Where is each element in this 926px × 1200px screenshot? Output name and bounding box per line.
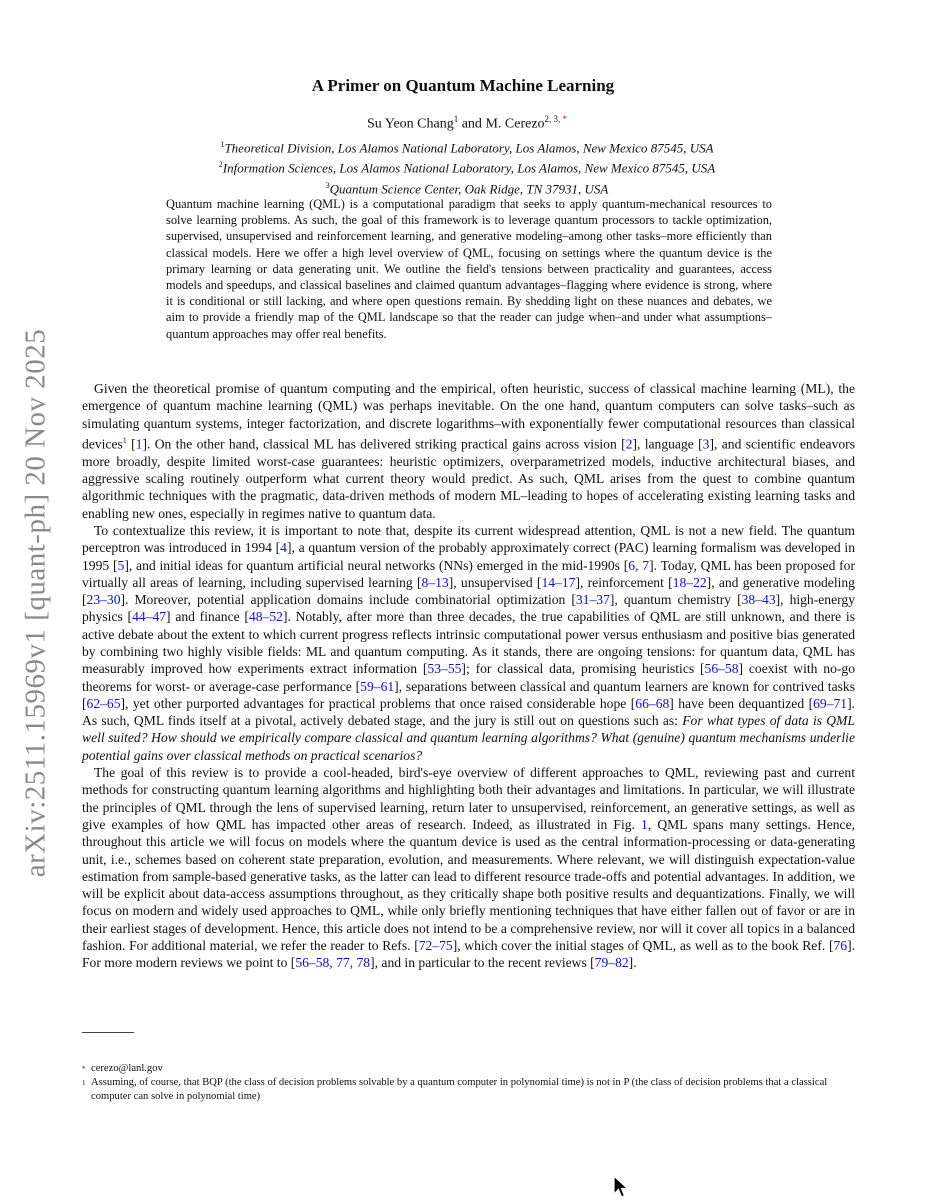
citation-link[interactable]: 66–68 xyxy=(635,695,670,711)
paragraph: The goal of this review is to provide a cool-headed, bird's-eye overview of different approaches to QML, reviewing past and current methods for constructing quantum learning algorithms and highlighting both their advantages and limitations. In particular, we will illustrate the principles of QML through the lens of supervised learning, return later to unsupervised, reinforcement, an generative settings, as well as give examples of how QML has impacted other areas of research. Indeed, as illustrated in Fig. 1, QML spans many settings. Hence, throughout this article we will focus on models where the quantum device is used as the central information-processing or data-generating unit, i.e., schemes based on coherent state preparation, evolution, and measurements. Where relevant, we will distinguish expectation-value estimation from sample-based generative tasks, as the latter can lead to different resource trade-offs and potential advantages. In addition, we will be explicit about data-access assumptions throughout, as they critically shape both positive results and dequantizations. Finally, we will focus on modern and widely used approaches to QML, while only briefly mentioning techniques that have either fallen out of favor or are in their earliest stages of development. Hence, this article does not intend to be a comprehensive review, nor will it cover all topics in a balanced fashion. For additional material, we refer the reader to Refs. [72–75], which cover the initial stages of QML, as well as to the book Ref. [76]. For more modern reviews we point to [56–58, 77, 78], and in particular to the recent reviews [79–82]. xyxy=(82,765,855,971)
citation-link[interactable]: 48–52 xyxy=(248,609,283,625)
footnote-divider xyxy=(82,1032,134,1033)
abstract: Quantum machine learning (QML) is a computational paradigm that seeks to apply quantum-mechanical resources to solve learning problems. As such, the goal of this framework is to leverage quantum processors to tackle optimization, supervised, unsupervised and reinforcement learning, and generative modeling–among other tasks–more efficiently than classical models. Here we offer a high level overview of QML, focusing on settings where the quantum device is the primary learning or data generating unit. We outline the field's tensions between practicality and guarantees, access models and speedups, and classical baselines and claimed quantum advantages–flagging where evidence is strong, where it is conditional or still lacking, and where open questions remain. By shedding light on these nuances and debates, we aim to provide a friendly map of the QML landscape so that the reader can judge when–and under what assumptions–quantum approaches may offer real benefits. xyxy=(166,197,772,341)
citation-link[interactable]: 79–82 xyxy=(594,955,629,971)
footnotes xyxy=(82,1062,855,1104)
citation-link[interactable]: 4 xyxy=(280,540,287,556)
citation-link[interactable]: 76 xyxy=(833,938,848,954)
citation-link[interactable]: 2 xyxy=(625,436,633,452)
citation-link[interactable]: 38–43 xyxy=(741,592,776,608)
arxiv-stamp-text: arXiv:2511.15969v1 [quant-ph] 20 Nov 2025 xyxy=(19,328,52,878)
affiliations xyxy=(0,136,926,197)
author-name: Su Yeon Chang xyxy=(366,116,454,132)
citation-link[interactable]: 6, 7 xyxy=(628,557,650,573)
author-joiner: and xyxy=(461,116,482,132)
body-text xyxy=(82,380,855,972)
citation-link[interactable]: 62–65 xyxy=(86,695,121,711)
research-questions: For what types of data is QML well suited? How should we empirically compare classical and quantum learning algorithms? What (genuine) quantum mechanisms underlie potential gains over classical methods on practical scenarios? xyxy=(82,713,855,763)
citation-link[interactable]: 56–58 xyxy=(704,661,739,677)
affiliation: $^3$Quantum Science Center, Oak Ridge, TN 37931, USA xyxy=(325,180,609,196)
paragraph: To contextualize this review, it is important to note that, despite its current widespread attention, QML is not a new field. The quantum perceptron was introduced in 1994 [4], a quantum version of the probably approximately correct (PAC) learning formalism was developed in 1995 [5], and initial ideas for quantum artificial neural networks (NNs) emerged in the mid-1990s [6, 7]. Today, QML has been proposed for virtually all areas of learning, including supervised learning [8–13], unsupervised [14–17], reinforcement [18–22], and generative modeling [23–30]. Moreover, potential application domains include combinatorial optimization [31–37], quantum chemistry [38–43], high-energy physics [44–47] and finance [48–52]. Notably, after more than three decades, the true capabilities of QML are still unknown, and there is active debate about the extent to which current progress reflects intrinsic computational power versus enthusiasm and positive bias generated by combining two highly visible fields: ML and quantum computing. As it stands, there are ongoing tensions: for quantum data, QML has measurably improved how experiments extract information [53–55]; for classical data, promising heuristics [56–58] coexist with no-go theorems for worst- or average-case performance [59–61], separations between classical and quantum learners are known for contrived tasks [62–65], yet other purported advantages for practical problems that once raised considerable hope [66–68] have been dequantized [69–71]. As such, QML finds itself at a pivotal, actively debated stage, and the jury is still out on questions such as: For what types of data is QML well suited? How should we empirically compare classical and quantum learning algorithms? What (genuine) quantum mechanisms underlie potential gains over classical methods on practical scenarios? xyxy=(82,522,856,763)
author-name: M. Cerezo xyxy=(485,116,545,132)
citation-link[interactable]: 23–30 xyxy=(86,592,121,608)
citation-link[interactable]: 53–55 xyxy=(427,661,462,677)
figure-link[interactable]: 1 xyxy=(641,816,648,832)
citation-link[interactable]: 8–13 xyxy=(421,574,449,590)
citation-link[interactable]: 5 xyxy=(117,557,125,573)
citation-link[interactable]: 72–75 xyxy=(418,938,453,954)
mouse-pointer-icon xyxy=(613,1175,629,1199)
citation-link[interactable]: 69–71 xyxy=(813,695,848,711)
author-line xyxy=(0,114,926,133)
affiliation: $^2$Information Sciences, Los Alamos National Laboratory, Los Alamos, New Mexico 87545, USA xyxy=(218,160,716,176)
paper-title: A Primer on Quantum Machine Learning xyxy=(311,76,615,95)
affiliation: $^1$Theoretical Division, Los Alamos National Laboratory, Los Alamos, New Mexico 87545, USA xyxy=(220,140,714,156)
citation-link[interactable]: 56–58, 77, 78 xyxy=(295,955,371,971)
citation-link[interactable]: 59–61 xyxy=(360,678,395,694)
citation-link[interactable]: 44–47 xyxy=(132,609,167,625)
citation-link[interactable]: 3 xyxy=(702,436,710,452)
footnote: 1 Assuming, of course, that BQP (the class of decision problems solvable by a quantum computer in polynomial time) is not in P (the class of decision problems that a classical computer can solve in polynomial time) xyxy=(82,1077,828,1102)
author-affil-mark: 1 xyxy=(453,114,459,124)
footnote: * cerezo@lanl.gov xyxy=(82,1063,163,1074)
email-link[interactable]: cerezo@lanl.gov xyxy=(91,1063,163,1074)
citation-link[interactable]: 31–37 xyxy=(575,592,610,608)
author-affil-mark: 2, 3, * xyxy=(544,114,568,124)
citation-link[interactable]: 14–17 xyxy=(541,574,576,590)
citation-link[interactable]: 18–22 xyxy=(672,574,707,590)
arxiv-stamp xyxy=(10,316,62,890)
paragraph: Given the theoretical promise of quantum computing and the empirical, often heuristic, success of classical machine learning (ML), the emergence of quantum machine learning (QML) was perhaps inevitable. On the one hand, quantum computers can solve tasks–such as simulating quantum systems, integer factorization, and discrete logarithms–with exponentially fewer computational resources than classical devices$^1$ [1]. On the other hand, classical ML has delivered striking practical gains across vision [2], language [3], and scientific endeavors more broadly, despite limited worst-case guarantees: heuristic optimizers, overparametrized models, inductive architectural biases, and aggressive scaling routinely outperform what current theory would predict. As such, QML arises from the quest to combine quantum algorithmic techniques with the pragmatic, data-driven methods of modern ML–leading to hopes of accelerating existing learning tasks and enabling new ones, especially in regimes native to quantum data. xyxy=(82,381,856,521)
citation-link[interactable]: 1 xyxy=(135,436,143,452)
corresponding-star[interactable]: * xyxy=(562,114,568,124)
footnote-link[interactable]: 1 xyxy=(122,435,127,445)
